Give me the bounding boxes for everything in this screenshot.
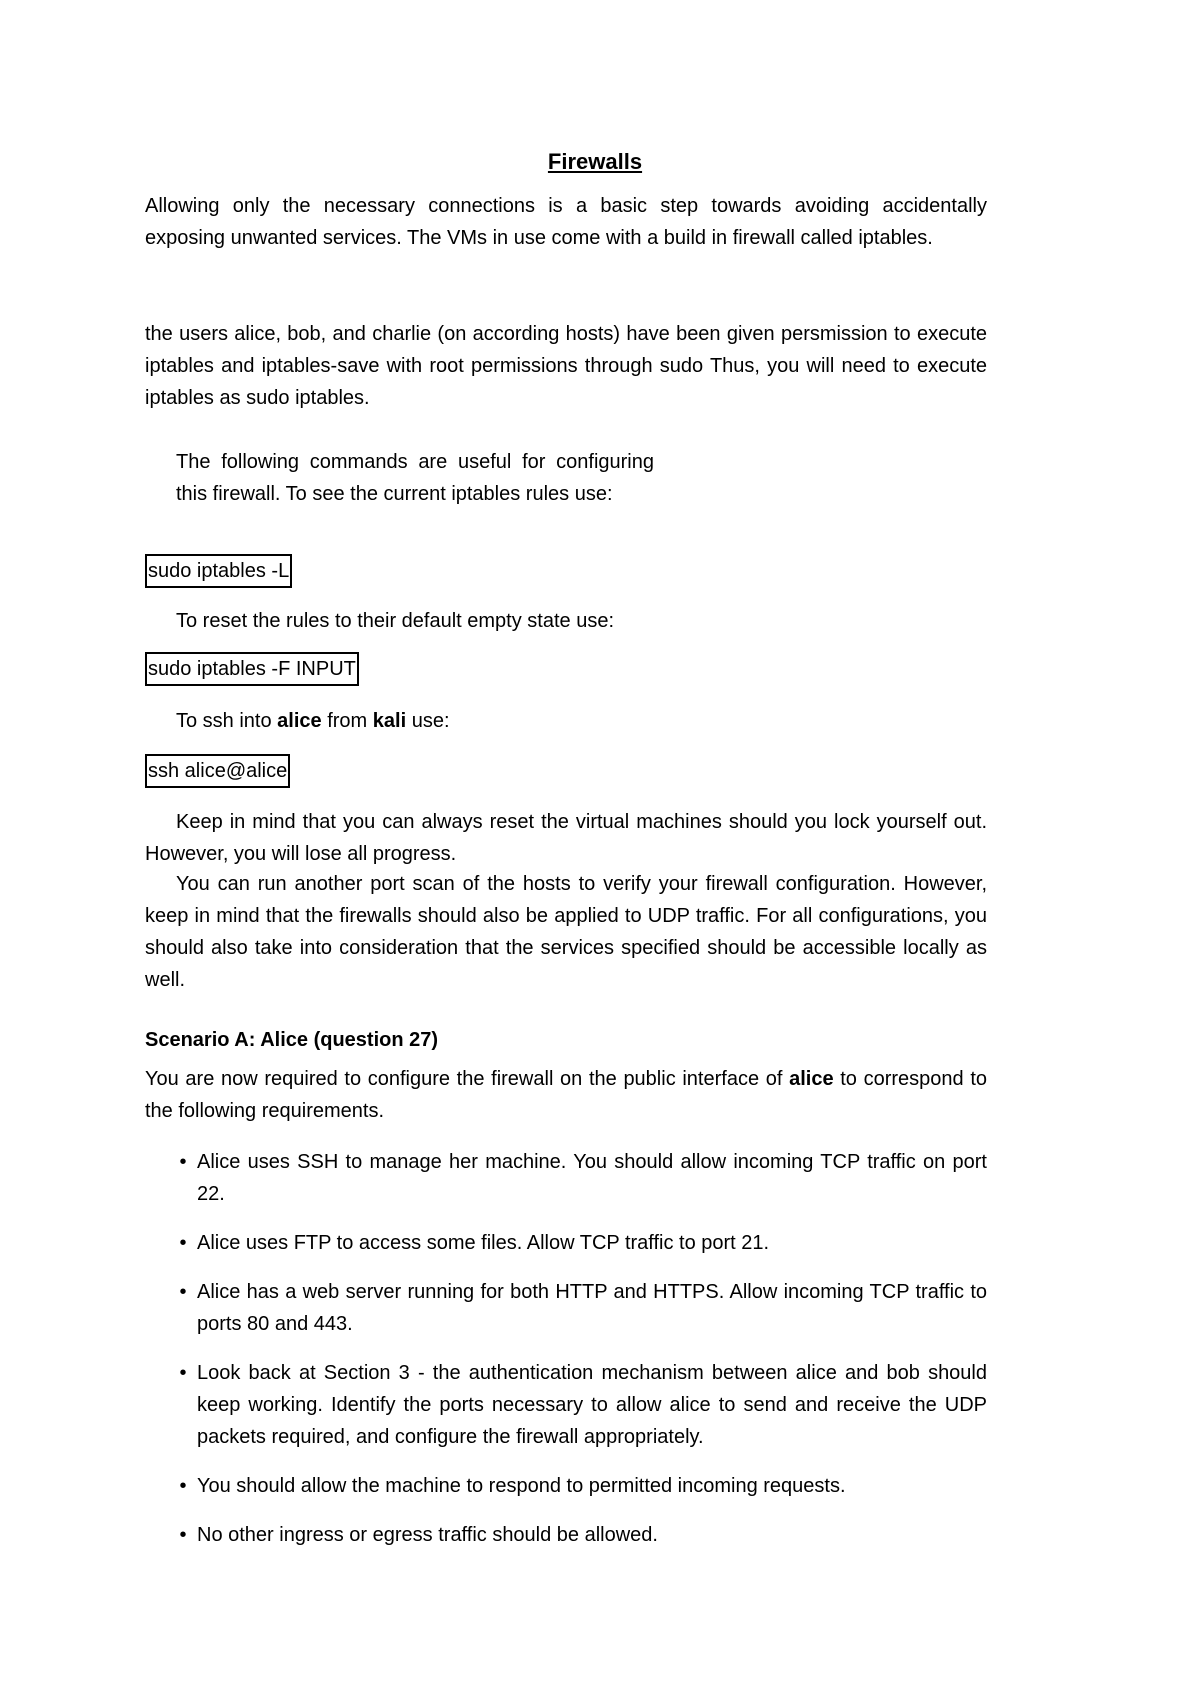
list-item xyxy=(145,1519,987,1551)
requirements-list xyxy=(145,1146,987,1568)
requirement-text: Look back at Section 3 - the authentication mechanism between alice and bob should keep working. Identify the ports necessary to allow alice to send and receive the UDP packets required, and configure the firewall appropriately. xyxy=(197,1362,987,1448)
requirement-text: Alice uses SSH to manage her machine. You should allow incoming TCP traffic on port 22. xyxy=(197,1151,987,1205)
scenario-intro xyxy=(145,1063,987,1127)
list-item xyxy=(145,1146,987,1210)
bullet-icon: • xyxy=(179,1232,187,1254)
list-item xyxy=(145,1227,987,1259)
requirement-text: You should allow the machine to respond to permitted incoming requests. xyxy=(197,1475,846,1497)
ssh-target-host: alice xyxy=(277,710,322,732)
ssh-instruction-text xyxy=(176,706,450,736)
intro-paragraph-2: the users alice, bob, and charlie (on according hosts) have been given persmission to execute iptables and iptables-save with root permissions through sudo Thus, you will need to execute iptables as sudo iptables. xyxy=(145,323,987,409)
bullet-icon: • xyxy=(179,1362,187,1384)
scenario-intro-prefix: You are now required to configure the firewall on the public interface of xyxy=(145,1068,790,1090)
list-item xyxy=(145,1357,987,1453)
ssh-command: ssh alice@alice xyxy=(145,754,290,788)
scenario-heading: Scenario A: Alice (question 27) xyxy=(145,1029,439,1051)
bullet-icon: • xyxy=(179,1524,187,1546)
bullet-icon: • xyxy=(179,1151,187,1173)
ssh-source-host: kali xyxy=(372,710,407,732)
bullet-icon: • xyxy=(179,1475,187,1497)
flush-rules-command: sudo iptables -F INPUT xyxy=(145,652,359,686)
commands-intro-paragraph: The following commands are useful for configuring this firewall. To see the current iptables rules use: xyxy=(176,451,654,505)
scenario-intro-host: alice xyxy=(789,1068,834,1090)
scenario-intro-suffix: to correspond to the following requirements. xyxy=(145,1068,987,1122)
list-item xyxy=(145,1276,987,1340)
ssh-text-mid: from xyxy=(321,710,373,732)
page-title: Firewalls xyxy=(547,149,643,174)
reset-rules-text: To reset the rules to their default empty state use: xyxy=(176,610,615,632)
requirement-text: Alice has a web server running for both HTTP and HTTPS. Allow incoming TCP traffic to ports 80 and 443. xyxy=(197,1281,987,1335)
list-rules-command: sudo iptables -L xyxy=(145,554,292,588)
bullet-icon: • xyxy=(179,1281,187,1303)
list-item xyxy=(145,1470,987,1502)
notes-paragraph-2: You can run another port scan of the hosts to verify your firewall configuration. However, keep in mind that the firewalls should also be applied to UDP traffic. For all configurations, you should also take into consideration that the services specified should be accessible locally as well. xyxy=(145,873,987,991)
ssh-text-prefix: To ssh into xyxy=(176,710,278,732)
requirement-text: Alice uses FTP to access some files. Allow TCP traffic to port 21. xyxy=(197,1232,770,1254)
notes-paragraph-1: Keep in mind that you can always reset the virtual machines should you lock yourself out. However, you will lose all progress. xyxy=(145,811,987,865)
requirement-text: No other ingress or egress traffic should be allowed. xyxy=(197,1524,658,1546)
ssh-text-suffix: use: xyxy=(406,710,450,732)
intro-paragraph-1: Allowing only the necessary connections is a basic step towards avoiding accidentally exposing unwanted services. The VMs in use come with a build in firewall called iptables. xyxy=(145,195,987,249)
